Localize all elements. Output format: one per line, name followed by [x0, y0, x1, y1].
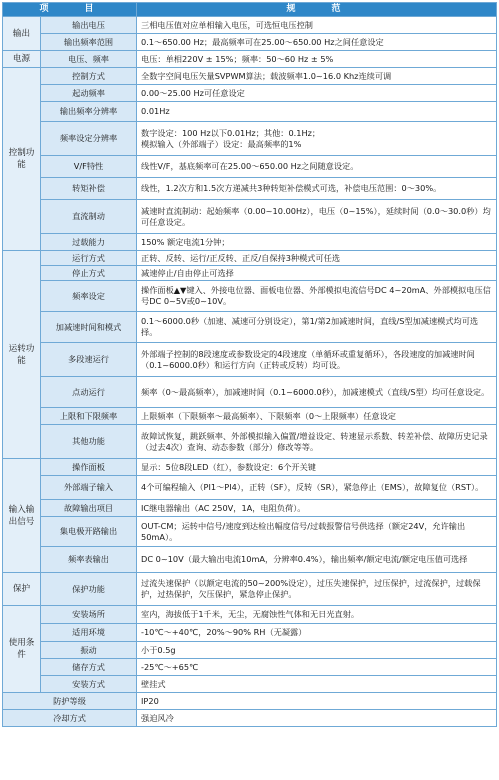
spec-cell: 减速时直流制动：起始频率（0.00~10.00Hz），电压（0~15%），延续时间（0.0～30.0秒）均可任意设定。 — [137, 200, 497, 234]
item-cell: 点动运行 — [41, 377, 137, 408]
spec-cell: 过流失速保护（以额定电流的50~200%设定），过压失速保护，过压保护，过流保护，过载保护，过热保护，欠压保护，紧急停止保护。 — [137, 573, 497, 606]
spec-cell: 小于0.5g — [137, 642, 497, 659]
table-row — [3, 34, 497, 51]
item-cell: 输出频率分辨率 — [41, 102, 137, 122]
table-row — [3, 178, 497, 200]
spec-cell: 0.1～650.00 Hz；最高频率可在25.00～650.00 Hz之间任意设定 — [137, 34, 497, 51]
table-row — [3, 51, 497, 68]
category-cell: 保护 — [3, 573, 41, 606]
item-cell: 起动频率 — [41, 85, 137, 102]
item-cell: 安装场所 — [41, 606, 137, 624]
spec-cell: DC 0~10V（最大输出电流10mA，分辨率0.4%），输出频率/额定电流/额定电压值可选择 — [137, 547, 497, 573]
item-cell: 多段速运行 — [41, 343, 137, 377]
table-row — [3, 17, 497, 34]
spec-cell: 线性V/F，基底频率可在25.00～650.00 Hz之间随意设定。 — [137, 156, 497, 178]
spec-cell: IC继电器输出（AC 250V，1A，电阻负荷）。 — [137, 500, 497, 517]
table-row — [3, 408, 497, 425]
spec-cell: 150% 额定电流1分钟； — [137, 234, 497, 251]
spec-cell: 操作面板▲▼键入、外接电位器、面板电位器、外部模拟电流信号DC 4~20mA、外部模拟电压信号DC 0~5V或0~10V。 — [137, 281, 497, 312]
item-cell: 停止方式 — [41, 266, 137, 281]
spec-cell: 外部端子控制的8段速度或参数设定的4段速度（单循环或重复循环），各段速度的加减速时间（0.1~6000.0秒）和运行方向（正转或反转）均可设。 — [137, 343, 497, 377]
table-row — [3, 266, 497, 281]
table-row — [3, 68, 497, 85]
table-row — [3, 102, 497, 122]
spec-cell: 正转、反转、运行/正反转、正反/自保持3种模式可任选 — [137, 251, 497, 266]
spec-table — [2, 2, 497, 727]
table-row — [3, 343, 497, 377]
item-cell: 集电极开路输出 — [41, 517, 137, 547]
spec-cell: 上限频率（下限频率～最高频率）、下限频率（0～上限频率）任意设定 — [137, 408, 497, 425]
spec-cell: 0.00～25.00 Hz可任意设定 — [137, 85, 497, 102]
table-row — [3, 281, 497, 312]
spec-cell: 线性，1.2次方和1.5次方递减共3种转矩补偿模式可选，补偿电压范围：0～30%。 — [137, 178, 497, 200]
spec-cell: 4个可编程输入（PI1～PI4），正转（SF），反转（SR），紧急停止（EMS），故障复位（RST）。 — [137, 476, 497, 500]
spec-cell: 壁挂式 — [137, 676, 497, 693]
table-row — [3, 500, 497, 517]
spec-cell: 显示：5位8段LED（红），参数设定：6个开关键 — [137, 459, 497, 476]
spec-cell: 全数字空间电压矢量SVPWM算法；载波频率1.0~16.0 Khz连续可调 — [137, 68, 497, 85]
header-spec: 规 范 — [137, 3, 497, 17]
spec-cell: 室内，海拔低于1千米，无尘，无腐蚀性气体和无日光直射。 — [137, 606, 497, 624]
table-row — [3, 547, 497, 573]
item-cell: 运行方式 — [41, 251, 137, 266]
table-row — [3, 517, 497, 547]
spec-table-body — [3, 17, 497, 727]
spec-cell: 减速停止/自由停止可选择 — [137, 266, 497, 281]
table-row — [3, 676, 497, 693]
category-cell: 使用条件 — [3, 606, 41, 693]
spec-cell: 0.01Hz — [137, 102, 497, 122]
spec-cell: 故障试恢复，跳跃频率、外部模拟输入偏置/增益设定、转速显示系数、转差补偿、故障历史记录（过去4次）查询、动态参数（部分）修改等等。 — [137, 425, 497, 459]
table-row — [3, 642, 497, 659]
item-cell: 操作面板 — [41, 459, 137, 476]
table-row — [3, 459, 497, 476]
table-row — [3, 573, 497, 606]
category-cell: 输入输出信号 — [3, 459, 41, 573]
item-cell: 频率设定分辨率 — [41, 122, 137, 156]
item-cell: 保护功能 — [41, 573, 137, 606]
table-row — [3, 425, 497, 459]
item-cell: 冷却方式 — [3, 710, 137, 727]
item-cell: 过载能力 — [41, 234, 137, 251]
category-cell: 运转功能 — [3, 251, 41, 459]
spec-cell: 频率（0～最高频率），加减速时间（0.1~6000.0秒），加减速模式（直线/S型）均可任意设定。 — [137, 377, 497, 408]
table-row — [3, 251, 497, 266]
table-row — [3, 476, 497, 500]
table-row — [3, 234, 497, 251]
item-cell: 电压、频率 — [41, 51, 137, 68]
item-cell: 适用环境 — [41, 624, 137, 642]
item-cell: 频率表输出 — [41, 547, 137, 573]
item-cell: 防护等级 — [3, 693, 137, 710]
spec-cell: IP20 — [137, 693, 497, 710]
item-cell: 频率设定 — [41, 281, 137, 312]
header-row — [3, 3, 497, 17]
table-row — [3, 693, 497, 710]
item-cell: 外部端子输入 — [41, 476, 137, 500]
category-cell: 电源 — [3, 51, 41, 68]
spec-cell: OUT-CM；运转中信号/速度到达检出幅度信号/过载报警信号供选择（额定24V，允许输出50mA）。 — [137, 517, 497, 547]
category-cell: 输出 — [3, 17, 41, 51]
item-cell: V/F特性 — [41, 156, 137, 178]
table-row — [3, 624, 497, 642]
table-row — [3, 710, 497, 727]
header-item: 项 目 — [3, 3, 137, 17]
spec-cell: 三相电压值对应单相输入电压，可选恒电压控制 — [137, 17, 497, 34]
item-cell: 故障输出项目 — [41, 500, 137, 517]
item-cell: 加减速时间和模式 — [41, 312, 137, 343]
table-row — [3, 200, 497, 234]
item-cell: 直流制动 — [41, 200, 137, 234]
spec-cell: 电压：单相220V ± 15%；频率：50～60 Hz ± 5% — [137, 51, 497, 68]
spec-cell: 强迫风冷 — [137, 710, 497, 727]
item-cell: 转矩补偿 — [41, 178, 137, 200]
spec-cell: 0.1～6000.0秒（加速、减速可分别设定），第1/第2加减速时间，直线/S型加减速模式均可选择。 — [137, 312, 497, 343]
table-row — [3, 156, 497, 178]
table-row — [3, 606, 497, 624]
item-cell: 其他功能 — [41, 425, 137, 459]
item-cell: 安装方式 — [41, 676, 137, 693]
item-cell: 输出频率范围 — [41, 34, 137, 51]
table-row — [3, 377, 497, 408]
item-cell: 控制方式 — [41, 68, 137, 85]
item-cell: 振动 — [41, 642, 137, 659]
item-cell: 储存方式 — [41, 659, 137, 676]
table-row — [3, 85, 497, 102]
spec-cell: -10℃～+40℃，20%～90% RH（无凝露） — [137, 624, 497, 642]
category-cell: 控制功能 — [3, 68, 41, 251]
spec-cell: 数字设定：100 Hz以下0.01Hz；其他：0.1Hz； 模拟输入（外部端子）设定：最高频率的1% — [137, 122, 497, 156]
spec-cell: -25℃～+65℃ — [137, 659, 497, 676]
item-cell: 输出电压 — [41, 17, 137, 34]
table-row — [3, 659, 497, 676]
table-row — [3, 312, 497, 343]
table-row — [3, 122, 497, 156]
item-cell: 上限和下限频率 — [41, 408, 137, 425]
